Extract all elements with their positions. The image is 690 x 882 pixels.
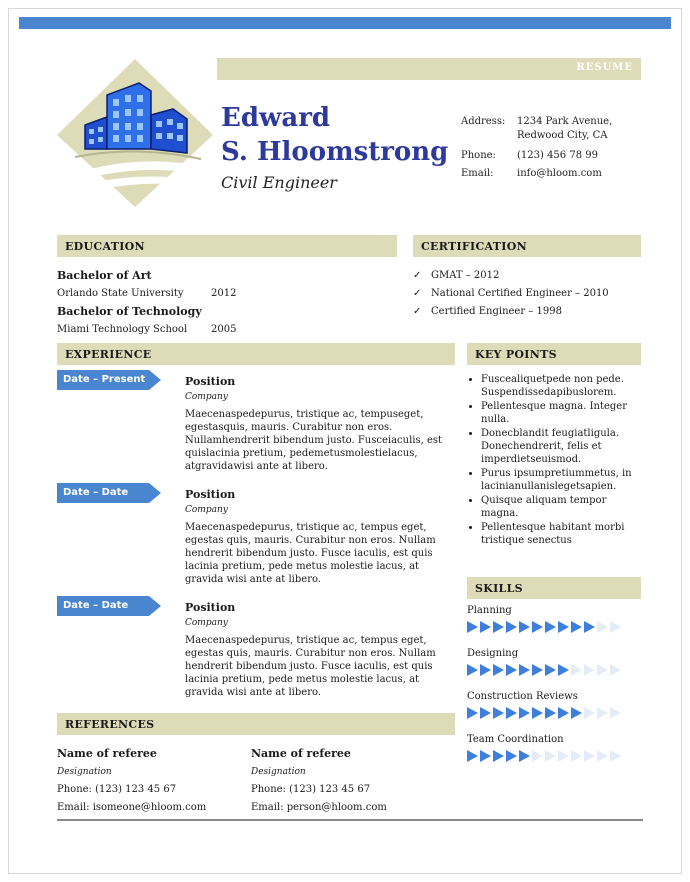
skill-arrow-icon (571, 750, 582, 762)
check-icon: ✓ (413, 306, 422, 317)
experience-entry (185, 601, 455, 699)
certification-item: ✓ GMAT – 2012 (413, 267, 609, 285)
phone-label: Phone: (461, 150, 496, 161)
skill-arrow-icon (480, 707, 491, 719)
skill-arrow-icon (519, 621, 530, 633)
skill-arrow-icon (506, 664, 517, 676)
skill-arrow-icon (480, 664, 491, 676)
experience-entry (185, 375, 455, 473)
key-point-item: • Purus ipsumpretiummetus, in lacinianullanislegetsapien. (481, 467, 645, 493)
skill-arrow-icon (558, 707, 569, 719)
skill-arrow-icon (493, 621, 504, 633)
skill-arrow-icon (610, 750, 621, 762)
skill-arrow-icon (467, 750, 478, 762)
experience-date: Date – Present (63, 374, 146, 385)
experience-position: Position (185, 488, 236, 501)
skill-rating-arrows (467, 662, 637, 678)
experience-date-tag (57, 370, 161, 390)
skill-item (467, 648, 637, 682)
skill-item (467, 691, 637, 725)
skill-arrow-icon (571, 664, 582, 676)
referee-name: Name of referee (251, 747, 351, 760)
resume-band (217, 58, 641, 80)
referee-designation: Designation (251, 767, 306, 777)
skill-arrow-icon (571, 707, 582, 719)
skill-arrow-icon (610, 664, 621, 676)
skill-arrow-icon (545, 621, 556, 633)
skill-arrow-icon (519, 707, 530, 719)
skill-name: Designing (467, 648, 519, 659)
address-line2: Redwood City, CA (517, 130, 608, 141)
experience-company: Company (185, 505, 228, 515)
experience-description: Maecenaspedepurus, tristique ac, tempus eget, egestas quis, mauris. Curabitur non eros. Nullam hendrerit bibendum justo. Fusce iaculis, est quis lacinia pretium, pede metus molestie lacus, at gravida wisi ante at libero. (185, 522, 436, 585)
skill-rating-arrows (467, 748, 637, 764)
skill-arrow-icon (506, 707, 517, 719)
skill-arrow-icon (584, 664, 595, 676)
skill-arrow-icon (610, 707, 621, 719)
skill-arrow-icon (532, 750, 543, 762)
key-points-list (467, 373, 645, 548)
skill-arrow-icon (467, 707, 478, 719)
experience-date-tag (57, 483, 161, 503)
phone-value: (123) 456 78 99 (517, 150, 598, 161)
skill-arrow-icon (532, 621, 543, 633)
education-year: 2012 (211, 288, 237, 299)
building-logo-icon (55, 57, 215, 207)
check-icon: ✓ (413, 270, 422, 281)
experience-heading: EXPERIENCE (57, 343, 455, 365)
skill-arrow-icon (493, 707, 504, 719)
skill-arrow-icon (597, 621, 608, 633)
skill-arrow-icon (532, 707, 543, 719)
references-heading: REFERENCES (57, 713, 455, 735)
key-points-heading: KEY POINTS (467, 343, 641, 365)
certification-heading: CERTIFICATION (413, 235, 641, 257)
email-value: info@hloom.com (517, 168, 602, 179)
skill-arrow-icon (584, 707, 595, 719)
referee-name: Name of referee (57, 747, 157, 760)
experience-description: Maecenaspedepurus, tristique ac, tempus eget, egestas quis, mauris. Curabitur non eros. Nullam hendrerit bibendum justo. Fusce iaculis, est quis lacinia pretium, pede metus molestie lacus, at gravida wisi ante at libero. (185, 635, 436, 698)
education-heading: EDUCATION (57, 235, 397, 257)
top-accent-bar (19, 17, 671, 29)
skill-arrow-icon (558, 664, 569, 676)
resume-label: RESUME (576, 62, 633, 73)
key-point-item: • Pellentesque magna. Integer nulla. (481, 400, 645, 426)
address-line1: 1234 Park Avenue, (517, 116, 613, 127)
skill-arrow-icon (467, 664, 478, 676)
last-name: S. Hloomstrong (221, 137, 449, 167)
experience-company: Company (185, 392, 228, 402)
referee-email: Email: isomeone@hloom.com (57, 802, 207, 813)
reference-entry (57, 745, 206, 817)
job-title: Civil Engineer (221, 173, 337, 192)
experience-position: Position (185, 601, 236, 614)
referee-designation: Designation (57, 767, 112, 777)
key-point-item: • Fuscealiquetpede non pede. Suspendissedapibuslorem. (481, 373, 645, 399)
key-point-item: • Quisque aliquam tempor magna. (481, 494, 645, 520)
resume-page (8, 8, 682, 874)
education-degree: Bachelor of Technology (57, 305, 202, 318)
skill-arrow-icon (493, 664, 504, 676)
skill-arrow-icon (545, 707, 556, 719)
address-label: Address: (461, 116, 506, 127)
experience-entry (185, 488, 455, 586)
skill-arrow-icon (584, 750, 595, 762)
skill-item (467, 734, 637, 768)
skill-arrow-icon (493, 750, 504, 762)
skill-rating-arrows (467, 619, 637, 635)
experience-date: Date – Date (63, 600, 129, 611)
skill-arrow-icon (597, 664, 608, 676)
bottom-divider (57, 819, 643, 821)
skill-arrow-icon (532, 664, 543, 676)
check-icon: ✓ (413, 288, 422, 299)
referee-email: Email: person@hloom.com (251, 802, 387, 813)
key-point-item: • Donecblandit feugiatligula. Donechendrerit, felis et imperdietseuismod. (481, 427, 645, 466)
skill-arrow-icon (519, 750, 530, 762)
reference-entry (251, 745, 387, 817)
referee-phone: Phone: (123) 123 45 67 (251, 784, 371, 795)
skill-arrow-icon (558, 621, 569, 633)
education-school: Miami Technology School (57, 324, 188, 335)
skill-arrow-icon (480, 750, 491, 762)
skill-arrow-icon (467, 621, 478, 633)
skill-rating-arrows (467, 705, 637, 721)
skill-arrow-icon (558, 750, 569, 762)
first-name: Edward (221, 103, 331, 133)
referee-phone: Phone: (123) 123 45 67 (57, 784, 177, 795)
education-degree: Bachelor of Art (57, 269, 152, 282)
key-point-item: • Pellentesque habitant morbi tristique senectus (481, 521, 645, 547)
skill-arrow-icon (610, 621, 621, 633)
email-label: Email: (461, 168, 494, 179)
skill-arrow-icon (545, 664, 556, 676)
skill-name: Planning (467, 605, 512, 616)
certification-item: ✓ National Certified Engineer – 2010 (413, 285, 609, 303)
skill-arrow-icon (597, 707, 608, 719)
skill-arrow-icon (597, 750, 608, 762)
certification-item: ✓ Certified Engineer – 1998 (413, 303, 609, 321)
skill-arrow-icon (506, 750, 517, 762)
certification-list (413, 267, 609, 321)
experience-date-tag (57, 596, 161, 616)
skill-arrow-icon (506, 621, 517, 633)
skill-arrow-icon (480, 621, 491, 633)
experience-description: Maecenaspedepurus, tristique ac, tempuseget, egestasquis, mauris. Curabitur non eros. Nullamhendrerit bibendum justo. Fusceiaculis, est quislacinia pretium, pedemetusmolestielacus, atgravidawisi ante at libero. (185, 409, 443, 472)
skill-arrow-icon (571, 621, 582, 633)
education-year: 2005 (211, 324, 237, 335)
experience-position: Position (185, 375, 236, 388)
education-list (57, 267, 397, 339)
contact-block (461, 115, 627, 181)
experience-date: Date – Date (63, 487, 129, 498)
skill-item (467, 605, 637, 639)
education-school: Orlando State University (57, 288, 184, 299)
skills-heading: SKILLS (467, 577, 641, 599)
skill-arrow-icon (519, 664, 530, 676)
skill-name: Team Coordination (467, 734, 564, 745)
skill-arrow-icon (545, 750, 556, 762)
skill-name: Construction Reviews (467, 691, 578, 702)
experience-company: Company (185, 618, 228, 628)
skill-arrow-icon (584, 621, 595, 633)
